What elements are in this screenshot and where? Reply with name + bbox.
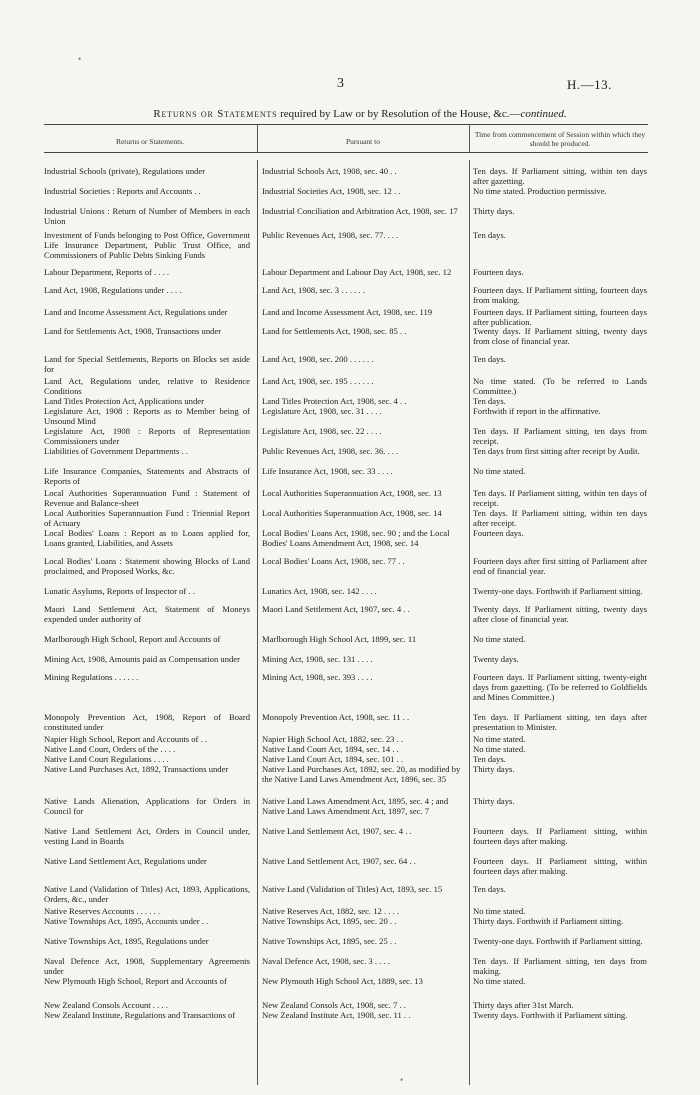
return-cell: Industrial Societies : Reports and Accounts . .: [44, 186, 201, 196]
pursuant-cell: Mining Act, 1908, sec. 131 . . . .: [262, 654, 373, 664]
pursuant-cell: Public Revenues Act, 1908, sec. 77. . . .: [262, 230, 399, 240]
time-cell: Twenty-one days. Forthwith if Parliament sitting.: [473, 936, 643, 946]
time-cell: Ten days. If Parliament sitting, ten days from receipt.: [473, 426, 647, 446]
return-cell: Local Bodies' Loans : Report as to Loans applied for, Loans granted, Liabilities, and Assets: [44, 528, 250, 548]
return-cell: Native Land Settlement Act, Regulations under: [44, 856, 207, 866]
pursuant-cell: Native Land (Validation of Titles) Act, 1893, sec. 15: [262, 884, 443, 894]
title-lead: Returns or Statements: [153, 108, 278, 120]
time-cell: Fourteen days. If Parliament sitting, within fourteen days after making.: [473, 856, 647, 876]
return-cell: Legislature Act, 1908 : Reports as to Member being of Unsound Mind: [44, 406, 250, 426]
time-cell: Fourteen days.: [473, 528, 524, 538]
return-cell: Lunatic Asylums, Reports of Inspector of . .: [44, 586, 195, 596]
time-cell: Ten days.: [473, 884, 506, 894]
pursuant-cell: Land for Settlements Act, 1908, sec. 85 . .: [262, 326, 407, 336]
pursuant-cell: Land Titles Protection Act, 1908, sec. 4 . .: [262, 396, 407, 406]
return-cell: Native Lands Alienation, Applications for Orders in Council for: [44, 796, 250, 816]
pursuant-cell: Lunatics Act, 1908, sec. 142 . . . .: [262, 586, 377, 596]
pursuant-cell: New Zealand Consols Act, 1908, sec. 7 . .: [262, 1000, 406, 1010]
time-cell: Thirty days. Forthwith if Parliament sitting.: [473, 916, 624, 926]
return-cell: Land Act, Regulations under, relative to Residence Conditions: [44, 376, 250, 396]
column-header-pursuant: Pursuant to: [346, 137, 380, 146]
pursuant-cell: Public Revenues Act, 1908, sec. 36. . . .: [262, 446, 399, 456]
time-cell: Ten days. If Parliament sitting, ten days after presentation to Minister.: [473, 712, 647, 732]
return-cell: Land and Income Assessment Act, Regulations under: [44, 307, 228, 317]
pursuant-cell: Native Townships Act, 1895, sec. 20 . .: [262, 916, 397, 926]
return-cell: Mining Act, 1908, Amounts paid as Compensation under: [44, 654, 240, 664]
return-cell: Labour Department, Reports of . . . .: [44, 267, 170, 277]
return-cell: Native Land Settlement Act, Orders in Council under, vesting Land in Boards: [44, 826, 250, 846]
pursuant-cell: Napier High School Act, 1882, sec. 23 . .: [262, 734, 404, 744]
return-cell: Land Titles Protection Act, Applications under: [44, 396, 204, 406]
time-cell: Twenty-one days. Forthwith if Parliament sitting.: [473, 586, 643, 596]
time-cell: Ten days.: [473, 396, 506, 406]
time-cell: Fourteen days. If Parliament sitting, fourteen days after publication.: [473, 307, 647, 327]
time-cell: No time stated.: [473, 734, 526, 744]
time-cell: No time stated.: [473, 744, 526, 754]
header-top-rule: [44, 124, 648, 125]
time-cell: Thirty days.: [473, 796, 515, 806]
pursuant-cell: Labour Department and Labour Day Act, 1908, sec. 12: [262, 267, 452, 277]
return-cell: Land for Special Settlements, Reports on Blocks set aside for: [44, 354, 250, 374]
pursuant-cell: New Plymouth High School Act, 1889, sec. 13: [262, 976, 423, 986]
return-cell: Native Land Purchases Act, 1892, Transactions under: [44, 764, 229, 774]
pursuant-cell: Native Reserves Act, 1882, sec. 12 . . . .: [262, 906, 399, 916]
column-header-time: Time from commencement of Session within which they should be produced.: [474, 130, 646, 148]
time-cell: No time stated.: [473, 976, 526, 986]
pursuant-cell: New Zealand Institute Act, 1908, sec. 11 . .: [262, 1010, 411, 1020]
time-cell: Forthwith if report in the affirmative.: [473, 406, 601, 416]
pursuant-cell: Industrial Schools Act, 1908, sec. 40 . .: [262, 166, 397, 176]
pursuant-cell: Local Authorities Superannuation Act, 1908, sec. 14: [262, 508, 442, 518]
column-divider-2: [469, 124, 470, 152]
time-cell: Twenty days. If Parliament sitting, twenty days from close of financial year.: [473, 326, 647, 346]
time-cell: Ten days. If Parliament sitting, within ten days after receipt.: [473, 508, 647, 528]
pursuant-cell: Local Bodies' Loans Act, 1908, sec. 77 . .: [262, 556, 405, 566]
time-cell: No time stated. Production permissive.: [473, 186, 607, 196]
time-cell: Ten days.: [473, 230, 506, 240]
pursuant-cell: Native Land Settlement Act, 1907, sec. 64 . .: [262, 856, 416, 866]
return-cell: Local Authorities Superannuation Fund : Triennial Report of Actuary: [44, 508, 250, 528]
time-cell: Twenty days.: [473, 654, 519, 664]
return-cell: Mining Regulations . . . . . .: [44, 672, 139, 682]
return-cell: New Plymouth High School, Report and Accounts of: [44, 976, 227, 986]
margin-dot: •: [78, 54, 82, 64]
return-cell: Napier High School, Report and Accounts of . .: [44, 734, 208, 744]
time-cell: Ten days. If Parliament sitting, within ten days of receipt.: [473, 488, 647, 508]
return-cell: Maori Land Settlement Act, Statement of Moneys expended under authority of: [44, 604, 250, 624]
pursuant-cell: Monopoly Prevention Act, 1908, sec. 11 . .: [262, 712, 410, 722]
pursuant-cell: Marlborough High School Act, 1899, sec. 11: [262, 634, 417, 644]
return-cell: Industrial Schools (private), Regulations under: [44, 166, 206, 176]
time-cell: Thirty days.: [473, 764, 515, 774]
pursuant-cell: Maori Land Settlement Act, 1907, sec. 4 . .: [262, 604, 410, 614]
title-rest: required by Law or by Resolution of the House, &c.—: [277, 108, 521, 120]
pursuant-cell: Native Land Purchases Act, 1892, sec. 20, as modified by the Native Land Laws Amendment Act, 1896, sec. 35: [262, 764, 461, 784]
return-cell: Naval Defence Act, 1908, Supplementary Agreements under: [44, 956, 250, 976]
time-cell: Ten days from first sitting after receipt by Audit.: [473, 446, 640, 456]
return-cell: Life Insurance Companies, Statements and Abstracts of Reports of: [44, 466, 250, 486]
return-cell: Local Bodies' Loans : Statement showing Blocks of Land proclaimed, and Proposed Works, &c.: [44, 556, 250, 576]
pursuant-cell: Industrial Societies Act, 1908, sec. 12 . .: [262, 186, 401, 196]
body-divider-1: [257, 160, 258, 1085]
time-cell: Ten days. If Parliament sitting, ten days from making.: [473, 956, 647, 976]
pursuant-cell: Native Land Court Act, 1894, sec. 14 . .: [262, 744, 399, 754]
pursuant-cell: Land Act, 1908, sec. 200 . . . . . .: [262, 354, 374, 364]
return-cell: New Zealand Consols Account . . . .: [44, 1000, 168, 1010]
header-bottom-rule: [44, 152, 648, 153]
pursuant-cell: Native Land Settlement Act, 1907, sec. 4 . .: [262, 826, 412, 836]
return-cell: Legislature Act, 1908 : Reports of Representation Commissioners under: [44, 426, 250, 446]
pursuant-cell: Native Land Court Act, 1894, sec. 101 . .: [262, 754, 404, 764]
time-cell: No time stated.: [473, 466, 526, 476]
title-tail: continued.: [520, 108, 567, 120]
pursuant-cell: Local Bodies' Loans Act, 1908, sec. 90 ; and the Local Bodies' Loans Amendment Act, 1908, sec. 14: [262, 528, 450, 548]
time-cell: Fourteen days after first sitting of Parliament after end of financial year.: [473, 556, 647, 576]
return-cell: Native Land Court, Orders of the . . . .: [44, 744, 176, 754]
return-cell: Industrial Unions : Return of Number of Members in each Union: [44, 206, 250, 226]
return-cell: Native Land Court Regulations . . . .: [44, 754, 169, 764]
return-cell: Native Land (Validation of Titles) Act, 1893, Applications, Orders, &c., under: [44, 884, 250, 904]
pursuant-cell: Land and Income Assessment Act, 1908, sec. 119: [262, 307, 433, 317]
margin-dot: •: [400, 1075, 404, 1085]
return-cell: Land for Settlements Act, 1908, Transactions under: [44, 326, 222, 336]
time-cell: Fourteen days. If Parliament sitting, fourteen days from making.: [473, 285, 647, 305]
body-divider-2: [469, 160, 470, 1085]
time-cell: Twenty days. Forthwith if Parliament sitting.: [473, 1010, 628, 1020]
pursuant-cell: Industrial Conciliation and Arbitration Act, 1908, sec. 17: [262, 206, 458, 216]
time-cell: No time stated. (To be referred to Lands Committee.): [473, 376, 647, 396]
return-cell: Marlborough High School, Report and Accounts of: [44, 634, 221, 644]
time-cell: No time stated.: [473, 634, 526, 644]
pursuant-cell: Land Act, 1908, sec. 195 . . . . . .: [262, 376, 374, 386]
time-cell: Fourteen days. If Parliament sitting, twenty-eight days from gazetting. (To be referred to Goldfields and Mines Committee.): [473, 672, 647, 702]
pursuant-cell: Land Act, 1908, sec. 3 . . . . . .: [262, 285, 365, 295]
pursuant-cell: Mining Act, 1908, sec. 393 . . . .: [262, 672, 373, 682]
column-divider-1: [257, 124, 258, 152]
time-cell: Fourteen days.: [473, 267, 524, 277]
time-cell: No time stated.: [473, 906, 526, 916]
pursuant-cell: Local Authorities Superannuation Act, 1908, sec. 13: [262, 488, 442, 498]
return-cell: Monopoly Prevention Act, 1908, Report of Board constituted under: [44, 712, 250, 732]
page-title: [60, 108, 660, 120]
pursuant-cell: Native Townships Act, 1895, sec. 25 . .: [262, 936, 397, 946]
time-cell: Thirty days after 31st March.: [473, 1000, 574, 1010]
time-cell: Ten days.: [473, 754, 506, 764]
pursuant-cell: Legislature Act, 1908, sec. 31 . . . .: [262, 406, 382, 416]
time-cell: Ten days.: [473, 354, 506, 364]
pursuant-cell: Native Land Laws Amendment Act, 1895, sec. 4 ; and Native Land Laws Amendment Act, 1897, sec. 7: [262, 796, 449, 816]
return-cell: Local Authorities Superannuation Fund : Statement of Revenue and Balance-sheet: [44, 488, 250, 508]
return-cell: New Zealand Institute, Regulations and Transactions of: [44, 1010, 236, 1020]
pursuant-cell: Naval Defence Act, 1908, sec. 3 . . . .: [262, 956, 390, 966]
column-header-returns: Returns or Statements.: [115, 137, 185, 146]
return-cell: Land Act, 1908, Regulations under . . . .: [44, 285, 182, 295]
time-cell: Ten days. If Parliament sitting, within ten days after gazetting.: [473, 166, 647, 186]
document-code: H.—13.: [567, 77, 612, 92]
return-cell: Investment of Funds belonging to Post Office, Government Life Insurance Department, Public Trust Office, and Commissioners of Public Debts Sinking Funds: [44, 230, 250, 260]
return-cell: Liabilities of Government Departments . .: [44, 446, 188, 456]
pursuant-cell: Life Insurance Act, 1908, sec. 33 . . . .: [262, 466, 393, 476]
return-cell: Native Townships Act, 1895, Accounts under . .: [44, 916, 209, 926]
time-cell: Twenty days. If Parliament sitting, twenty days after close of financial year.: [473, 604, 647, 624]
page-number: 3: [337, 76, 344, 91]
time-cell: Fourteen days. If Parliament sitting, within fourteen days after making.: [473, 826, 647, 846]
time-cell: Thirty days.: [473, 206, 515, 216]
return-cell: Native Townships Act, 1895, Regulations under: [44, 936, 209, 946]
pursuant-cell: Legislature Act, 1908, sec. 22 . . . .: [262, 426, 382, 436]
return-cell: Native Reserves Accounts . . . . . .: [44, 906, 160, 916]
